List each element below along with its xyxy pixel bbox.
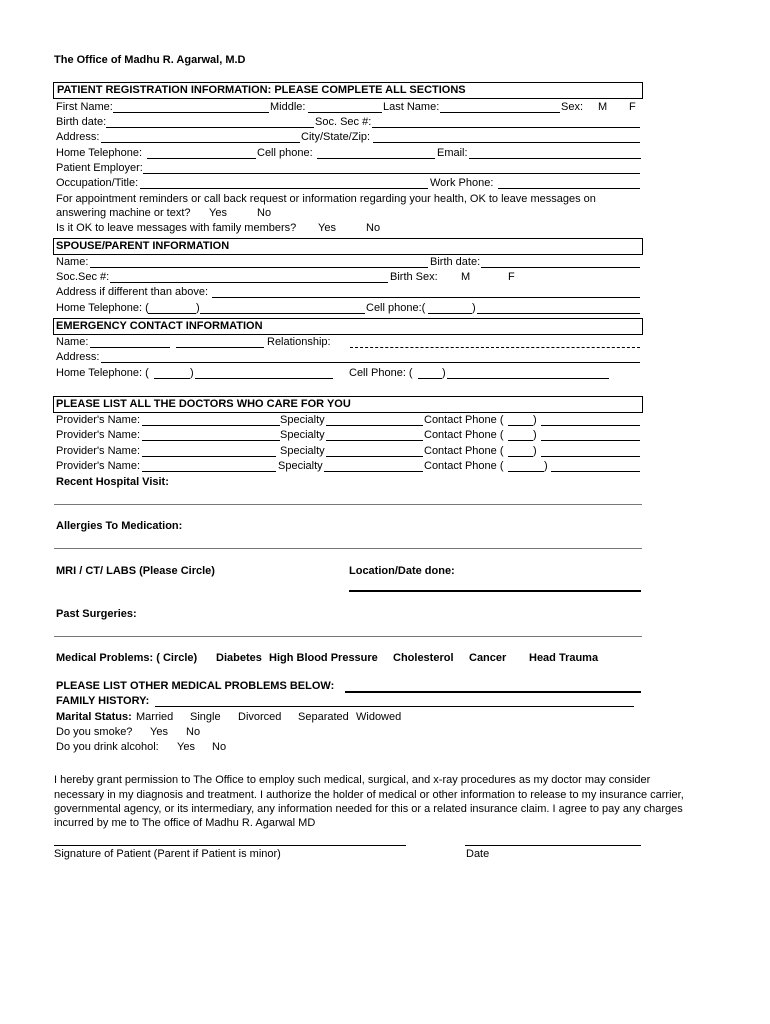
spouse-cell-phone-label: Cell phone:( xyxy=(366,302,426,314)
spouse-cell-phone-field[interactable] xyxy=(477,313,640,314)
problem-high-blood-pressure[interactable]: High Blood Pressure xyxy=(269,652,378,664)
smoke-question: Do you smoke? xyxy=(56,726,133,738)
provider-3-contact-label: Contact Phone ( xyxy=(424,445,504,457)
alcohol-yes[interactable]: Yes xyxy=(177,741,195,753)
home-telephone-label: Home Telephone: xyxy=(56,147,143,159)
last-name-label: Last Name: xyxy=(383,101,440,113)
consent-line-1: I hereby grant permission to The Office to employ such medical, surgical, and x-ray procedures as my doctor may consider xyxy=(54,774,651,786)
marital-married[interactable]: Married xyxy=(136,711,174,723)
spouse-name-field[interactable] xyxy=(90,267,428,268)
last-name-field[interactable] xyxy=(440,112,560,113)
provider-2-specialty-field[interactable] xyxy=(326,440,423,441)
address-field[interactable] xyxy=(101,142,300,143)
reminders-yes[interactable]: Yes xyxy=(209,207,227,219)
smoke-yes[interactable]: Yes xyxy=(150,726,168,738)
past-surgeries-label: Past Surgeries: xyxy=(56,608,137,620)
allergies-line[interactable] xyxy=(54,548,642,549)
emergency-relationship-field[interactable] xyxy=(350,347,640,348)
emergency-address-label: Address: xyxy=(56,351,100,363)
signature-field[interactable] xyxy=(54,845,406,846)
family-msg-question: Is it OK to leave messages with family members? xyxy=(56,222,297,234)
work-phone-field[interactable] xyxy=(498,188,640,189)
provider-1-area-code-field[interactable] xyxy=(508,425,533,426)
doctors-header: PLEASE LIST ALL THE DOCTORS WHO CARE FOR YOU xyxy=(56,398,351,410)
allergies-label: Allergies To Medication: xyxy=(56,520,183,532)
provider-1-contact-label: Contact Phone ( xyxy=(424,414,504,426)
spouse-home-telephone-label: Home Telephone: ( xyxy=(56,302,149,314)
soc-sec-field[interactable] xyxy=(372,127,640,128)
marital-status-label: Marital Status: xyxy=(56,711,132,723)
home-telephone-field[interactable] xyxy=(147,158,256,159)
recent-hospital-line[interactable] xyxy=(54,504,642,505)
provider-2-name-field[interactable] xyxy=(142,440,280,441)
problem-diabetes[interactable]: Diabetes xyxy=(216,652,262,664)
spouse-birth-sex-label: Birth Sex: xyxy=(390,271,438,283)
emergency-first-name-field[interactable] xyxy=(90,347,170,348)
spouse-soc-sec-label: Soc.Sec #: xyxy=(56,271,110,283)
provider-4-name-field[interactable] xyxy=(142,471,276,472)
provider-3-specialty-field[interactable] xyxy=(326,456,423,457)
mri-label: MRI / CT/ LABS (Please Circle) xyxy=(56,565,215,577)
emergency-cell-phone-field[interactable] xyxy=(447,378,609,379)
alcohol-no[interactable]: No xyxy=(212,741,227,753)
consent-line-4: incurred by me to The office of Madhu R. Agarwal MD xyxy=(54,817,316,829)
spouse-address-label: Address if different than above: xyxy=(56,286,209,298)
signature-label: Signature of Patient (Parent if Patient is minor) xyxy=(54,848,281,860)
problem-cholesterol[interactable]: Cholesterol xyxy=(393,652,454,664)
provider-4-label: Provider's Name: xyxy=(56,460,141,472)
provider-2-specialty-label: Specialty xyxy=(280,429,325,441)
provider-4-area-code-field[interactable] xyxy=(508,471,544,472)
provider-3-phone-field[interactable] xyxy=(541,456,640,457)
spouse-home-telephone-field[interactable] xyxy=(200,313,365,314)
provider-3-area-code-field[interactable] xyxy=(508,456,533,457)
family-msg-yes[interactable]: Yes xyxy=(318,222,336,234)
patient-employer-field[interactable] xyxy=(143,173,640,174)
provider-2-phone-field[interactable] xyxy=(541,440,640,441)
provider-3-label: Provider's Name: xyxy=(56,445,141,457)
cell-phone-label: Cell phone: xyxy=(257,147,313,159)
spouse-sex-m[interactable]: M xyxy=(461,271,471,283)
other-problems-field[interactable] xyxy=(345,691,641,693)
city-state-zip-label: City/State/Zip: xyxy=(301,131,371,143)
marital-separated[interactable]: Separated xyxy=(298,711,349,723)
emergency-header-box xyxy=(53,318,643,335)
spouse-header: SPOUSE/PARENT INFORMATION xyxy=(56,240,230,252)
work-phone-label: Work Phone: xyxy=(430,177,494,189)
middle-field[interactable] xyxy=(308,112,382,113)
emergency-relationship-label: Relationship: xyxy=(267,336,331,348)
other-problems-label: PLEASE LIST OTHER MEDICAL PROBLEMS BELOW: xyxy=(56,680,335,692)
spouse-name-label: Name: xyxy=(56,256,89,268)
spouse-address-field[interactable] xyxy=(212,297,640,298)
emergency-home-paren: ) xyxy=(190,367,194,379)
reminders-text-line1: For appointment reminders or call back request or information regarding your health, OK to leave messages on xyxy=(56,193,596,205)
provider-1-specialty-label: Specialty xyxy=(280,414,325,426)
emergency-home-telephone-label: Home Telephone: ( xyxy=(56,367,149,379)
emergency-cell-area-code-field[interactable] xyxy=(418,378,442,379)
address-label: Address: xyxy=(56,131,100,143)
marital-single[interactable]: Single xyxy=(190,711,221,723)
occupation-field[interactable] xyxy=(140,188,428,189)
cell-phone-field[interactable] xyxy=(317,158,435,159)
registration-header: PATIENT REGISTRATION INFORMATION: PLEASE COMPLETE ALL SECTIONS xyxy=(57,84,466,96)
office-title: The Office of Madhu R. Agarwal, M.D xyxy=(54,54,246,66)
location-date-label: Location/Date done: xyxy=(349,565,455,577)
first-name-field[interactable] xyxy=(113,112,269,113)
consent-line-3: governmental agency, or its intermediary, any information needed for this or a related insurance claim. I agree to pay any charges xyxy=(54,803,683,815)
alcohol-question: Do you drink alcohol: xyxy=(56,741,159,753)
emergency-address-field[interactable] xyxy=(101,362,640,363)
email-label: Email: xyxy=(437,147,468,159)
provider-4-specialty-field[interactable] xyxy=(324,471,423,472)
emergency-home-area-code-field[interactable] xyxy=(154,378,190,379)
location-date-field[interactable] xyxy=(349,590,641,592)
sex-option-m[interactable]: M xyxy=(598,101,608,113)
reminders-text-line2: answering machine or text? xyxy=(56,207,191,219)
emergency-last-name-field[interactable] xyxy=(176,347,264,348)
provider-4-paren: ) xyxy=(544,460,548,472)
doctors-header-box xyxy=(53,396,643,413)
patient-employer-label: Patient Employer: xyxy=(56,162,143,174)
provider-3-paren: ) xyxy=(533,445,537,457)
middle-label: Middle: xyxy=(270,101,306,113)
marital-widowed[interactable]: Widowed xyxy=(356,711,402,723)
sex-option-f[interactable]: F xyxy=(629,101,636,113)
spouse-cell-paren: ) xyxy=(472,302,476,314)
spouse-sex-f[interactable]: F xyxy=(508,271,515,283)
soc-sec-label: Soc. Sec #: xyxy=(315,116,372,128)
problem-cancer[interactable]: Cancer xyxy=(469,652,507,664)
past-surgeries-line[interactable] xyxy=(54,636,642,637)
first-name-label: First Name: xyxy=(56,101,113,113)
provider-1-specialty-field[interactable] xyxy=(326,425,423,426)
provider-4-phone-field[interactable] xyxy=(551,471,640,472)
emergency-header: EMERGENCY CONTACT INFORMATION xyxy=(56,320,263,332)
city-state-zip-field[interactable] xyxy=(373,142,640,143)
spouse-home-area-code-field[interactable] xyxy=(148,313,196,314)
spouse-cell-area-code-field[interactable] xyxy=(428,313,472,314)
consent-line-2: necessary in my diagnosis and treatment. I authorize the holder of medical or other information to release to my insurance carrier, xyxy=(54,789,684,801)
provider-3-name-field[interactable] xyxy=(142,456,276,457)
sex-label: Sex: xyxy=(561,101,584,113)
recent-hospital-label: Recent Hospital Visit: xyxy=(56,476,169,488)
emergency-name-label: Name: xyxy=(56,336,89,348)
provider-2-paren: ) xyxy=(533,429,537,441)
provider-1-paren: ) xyxy=(533,414,537,426)
occupation-label: Occupation/Title: xyxy=(56,177,139,189)
registration-header-box xyxy=(53,82,643,99)
provider-4-specialty-label: Specialty xyxy=(278,460,323,472)
family-history-label: FAMILY HISTORY: xyxy=(56,695,150,707)
spouse-birth-date-field[interactable] xyxy=(481,267,640,268)
family-msg-no[interactable]: No xyxy=(366,222,381,234)
spouse-birth-date-label: Birth date: xyxy=(430,256,481,268)
date-field[interactable] xyxy=(465,845,641,846)
spouse-home-paren: ) xyxy=(196,302,200,314)
smoke-no[interactable]: No xyxy=(186,726,201,738)
spouse-soc-sec-field[interactable] xyxy=(110,282,388,283)
provider-3-specialty-label: Specialty xyxy=(280,445,325,457)
medical-problems-label: Medical Problems: ( Circle) xyxy=(56,652,198,664)
emergency-home-telephone-field[interactable] xyxy=(195,378,333,379)
emergency-cell-phone-label: Cell Phone: ( xyxy=(349,367,413,379)
reminders-no[interactable]: No xyxy=(257,207,272,219)
provider-2-area-code-field[interactable] xyxy=(508,440,533,441)
problem-head-trauma[interactable]: Head Trauma xyxy=(529,652,599,664)
email-field[interactable] xyxy=(469,158,641,159)
provider-4-contact-label: Contact Phone ( xyxy=(424,460,504,472)
provider-2-label: Provider's Name: xyxy=(56,429,141,441)
spouse-header-box xyxy=(53,238,643,255)
provider-1-label: Provider's Name: xyxy=(56,414,141,426)
family-history-field[interactable] xyxy=(155,706,634,707)
provider-2-contact-label: Contact Phone ( xyxy=(424,429,504,441)
provider-1-name-field[interactable] xyxy=(142,425,280,426)
date-label: Date xyxy=(466,848,490,860)
birth-date-label: Birth date: xyxy=(56,116,107,128)
provider-1-phone-field[interactable] xyxy=(541,425,640,426)
emergency-cell-paren: ) xyxy=(442,367,446,379)
birth-date-field[interactable] xyxy=(106,127,314,128)
marital-divorced[interactable]: Divorced xyxy=(238,711,282,723)
